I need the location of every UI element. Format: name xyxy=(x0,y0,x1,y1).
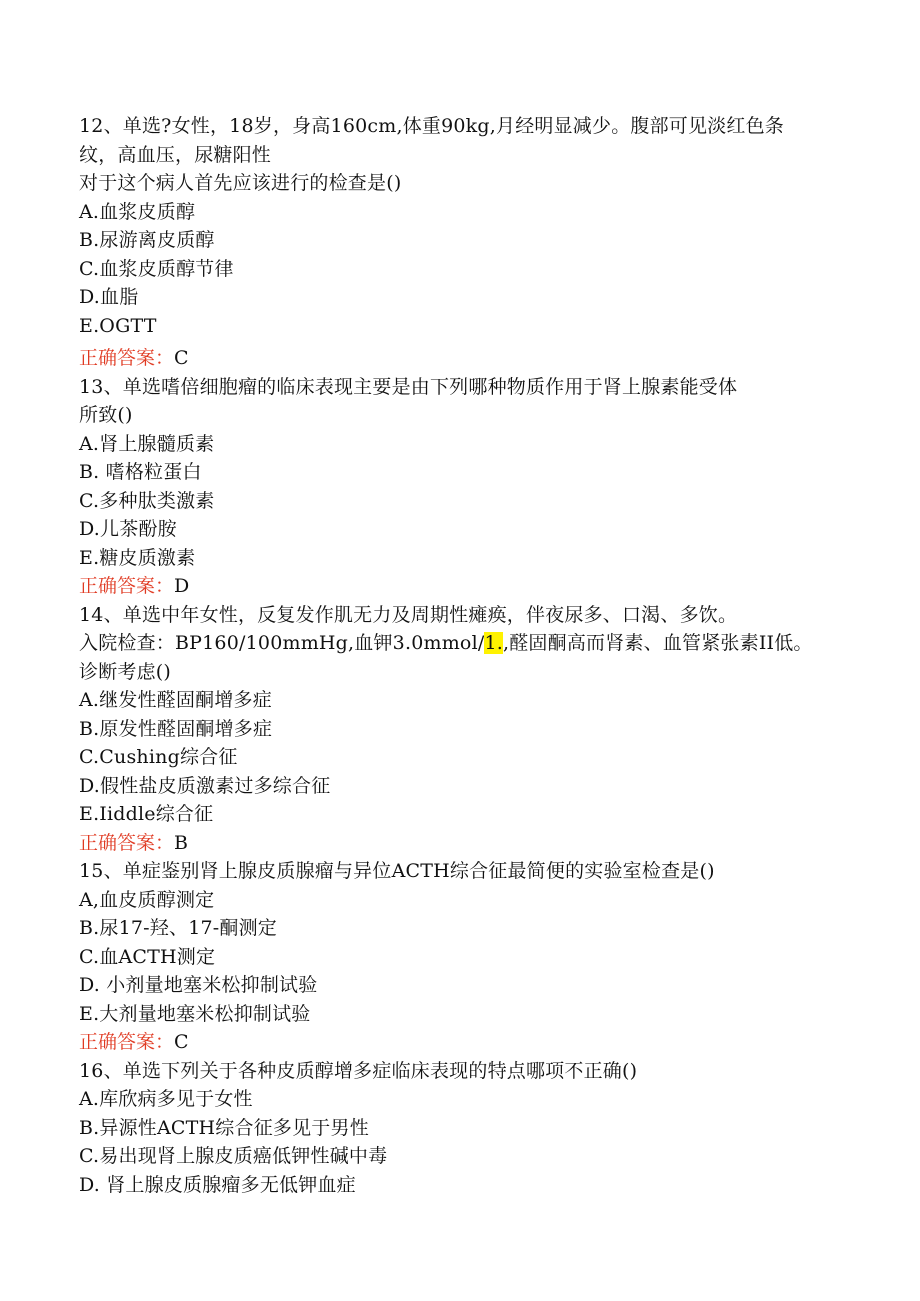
question-15 xyxy=(79,857,839,1057)
option-d: D. 小剂量地塞米松抑制试验 xyxy=(79,974,318,996)
correct-answer xyxy=(79,829,839,858)
answer-value: D xyxy=(174,575,190,597)
option-b: B.尿17-羟、17-酮测定 xyxy=(79,917,277,939)
option-c: C.血浆皮质醇节律 xyxy=(79,257,234,280)
correct-answer xyxy=(79,1028,839,1057)
answer-label: 正确答案： xyxy=(79,575,175,597)
highlighted-text: 1. xyxy=(484,632,503,654)
correct-answer xyxy=(79,344,839,373)
question-stem-line: 纹，高血压，尿糖阳性 xyxy=(79,143,272,166)
question-list xyxy=(79,112,839,1199)
answer-label: 正确答案： xyxy=(79,831,175,854)
question-12 xyxy=(79,112,839,373)
question-13 xyxy=(79,373,839,601)
option-a: A.库欣病多见于女性 xyxy=(79,1088,253,1110)
question-14 xyxy=(79,601,839,858)
question-16 xyxy=(79,1057,839,1200)
answer-value: C xyxy=(174,347,189,369)
option-c: C.多种肽类激素 xyxy=(79,489,215,512)
answer-value: C xyxy=(174,1031,189,1053)
option-a: A.继发性醛固酮增多症 xyxy=(79,689,272,711)
answer-label: 正确答案： xyxy=(79,347,175,369)
option-d: D.儿茶酚胺 xyxy=(79,518,177,540)
option-b: B. 嗜格粒蛋白 xyxy=(79,461,202,483)
question-stem-line: 15、单症鉴别肾上腺皮质腺瘤与异位ACTH综合征最简便的实验室检查是() xyxy=(79,860,715,882)
question-stem-line: 诊断考虑() xyxy=(79,660,172,683)
question-stem-line xyxy=(79,629,839,658)
option-d: D. 肾上腺皮质腺瘤多无低钾血症 xyxy=(79,1173,356,1196)
answer-value: B xyxy=(174,831,188,854)
question-stem-line: 对于这个病人首先应该进行的检查是() xyxy=(79,172,402,194)
option-e: E.OGTT xyxy=(79,314,157,337)
option-e: E.Iiddle综合征 xyxy=(79,803,214,825)
stem-text: ,醛固酮高而肾素、血管紧张素II低。 xyxy=(502,632,813,654)
option-b: B.原发性醛固酮增多症 xyxy=(79,717,273,740)
option-b: B.异源性ACTH综合征多见于男性 xyxy=(79,1116,369,1139)
option-a: A.肾上腺髓质素 xyxy=(79,432,215,455)
answer-label: 正确答案： xyxy=(79,1031,175,1053)
option-e: E.糖皮质激素 xyxy=(79,546,196,569)
option-d: D.血脂 xyxy=(79,286,139,308)
option-d: D.假性盐皮质激素过多综合征 xyxy=(79,774,331,797)
option-a: A,血皮质醇测定 xyxy=(79,888,215,911)
question-stem-line: 13、单选嗜倍细胞瘤的临床表现主要是由下列哪种物质作用于肾上腺素能受体 xyxy=(79,375,738,398)
question-stem-line: 所致() xyxy=(79,404,133,426)
option-e: E.大剂量地塞米松抑制试验 xyxy=(79,1002,311,1025)
question-stem-line: 16、单选下列关于各种皮质醇增多症临床表现的特点哪项不正确() xyxy=(79,1059,638,1082)
option-c: C.血ACTH测定 xyxy=(79,945,216,968)
option-c: C.易出现肾上腺皮质癌低钾性碱中毒 xyxy=(79,1145,388,1167)
question-stem-line: 12、单选?女性，18岁，身高160cm,体重90kg,月经明显减少。腹部可见淡红色条 xyxy=(79,115,784,137)
correct-answer xyxy=(79,572,839,601)
option-b: B.尿游离皮质醇 xyxy=(79,229,215,251)
option-c: C.Cushing综合征 xyxy=(79,746,238,768)
stem-text: 入院检查：BP160/100mmHg,血钾3.0mmol/ xyxy=(79,632,485,654)
question-stem-line: 14、单选中年女性，反复发作肌无力及周期性瘫痪，伴夜尿多、口渴、多饮。 xyxy=(79,603,738,626)
option-a: A.血浆皮质醇 xyxy=(79,200,196,223)
